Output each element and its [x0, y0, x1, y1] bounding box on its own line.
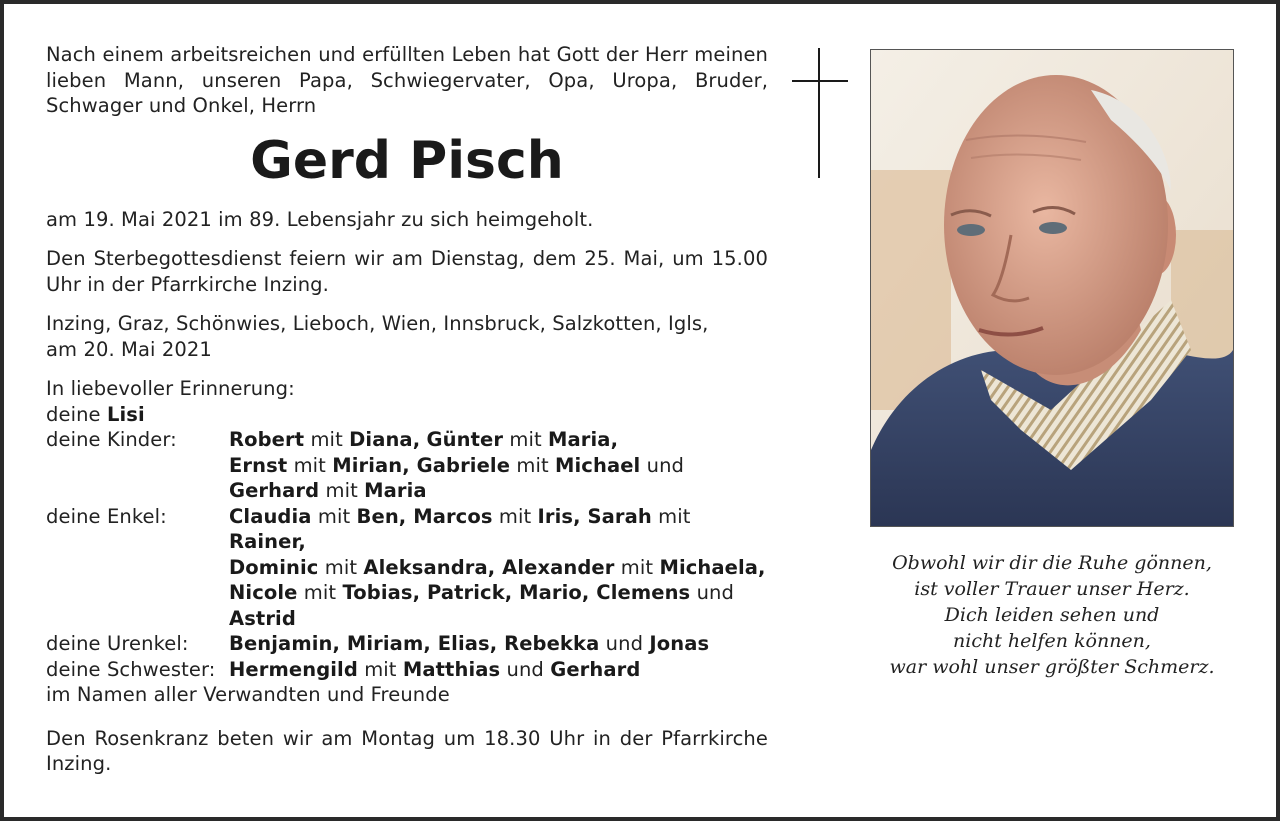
wife-row: deine Lisi: [46, 402, 145, 426]
places-line: Inzing, Graz, Schönwies, Lieboch, Wien, Innsbruck, Salzkotten, Igls,: [46, 312, 709, 335]
sister-names: Hermengild mit Matthias und Gerhard: [229, 657, 641, 681]
sister-label: deine Schwester:: [46, 657, 216, 681]
portrait-photo: [870, 49, 1234, 527]
intro-text: Nach einem arbeitsreichen und erfüllten Leben hat Gott der Herr meinen lieben Mann, unseren Papa, Schwiegervater, Opa, Uropa, Bruder, Schwager und Onkel, Herrn: [46, 43, 768, 117]
grandchildren-row: [46, 504, 768, 632]
mourners-list: [46, 376, 768, 708]
wife-name: Lisi: [106, 402, 145, 426]
relatives-line: im Namen aller Verwandten und Freunde: [46, 683, 450, 706]
places-date: [46, 311, 768, 362]
greatgrandchildren-label: deine Urenkel:: [46, 632, 189, 655]
children-row: [46, 427, 768, 504]
sister-row: [46, 657, 768, 683]
death-date: am 19. Mai 2021 im 89. Lebensjahr zu sich heimgeholt.: [46, 207, 594, 231]
poem-line: Obwohl wir dir die Ruhe gönnen,: [892, 552, 1212, 574]
grandchildren-names: Claudia mit Ben, Marcos mit Iris, Sarah mit Rainer, Dominic mit Aleksandra, Alexander mit Michaela, Nicole mit Tobias, Patrick, Mario, Clemens und Astrid: [229, 504, 766, 630]
children-names: Robert mit Diana, Günter mit Maria, Ernst mit Mirian, Gabriele mit Michael und Gerhard mit Maria: [229, 428, 685, 502]
funeral-service: Den Sterbegottesdienst feiern wir am Dienstag, dem 25. Mai, um 15.00 Uhr in der Pfarrkirche Inzing.: [46, 247, 768, 296]
greatgrandchildren-row: [46, 631, 768, 657]
deceased-name: Gerd Pisch: [250, 130, 564, 191]
children-label: deine Kinder:: [46, 428, 177, 451]
rosary-info: Den Rosenkranz beten wir am Montag um 18.30 Uhr in der Pfarrkirche Inzing.: [46, 726, 768, 775]
poem-line: Dich leiden sehen und: [944, 604, 1160, 626]
date-line: am 20. Mai 2021: [46, 337, 212, 361]
obituary-text: [46, 42, 768, 777]
poem-line: war wohl unser größter Schmerz.: [889, 656, 1215, 678]
grandchildren-label: deine Enkel:: [46, 504, 167, 528]
portrait-illustration: [871, 50, 1233, 526]
cross-icon: [792, 48, 848, 178]
memorial-poem: [860, 550, 1244, 680]
memory-heading: In liebevoller Erinnerung:: [46, 377, 295, 400]
poem-line: nicht helfen können,: [953, 630, 1151, 652]
greatgrandchildren-names: Benjamin, Miriam, Elias, Rebekka und Jonas: [229, 632, 710, 655]
poem-line: ist voller Trauer unser Herz.: [914, 578, 1190, 600]
